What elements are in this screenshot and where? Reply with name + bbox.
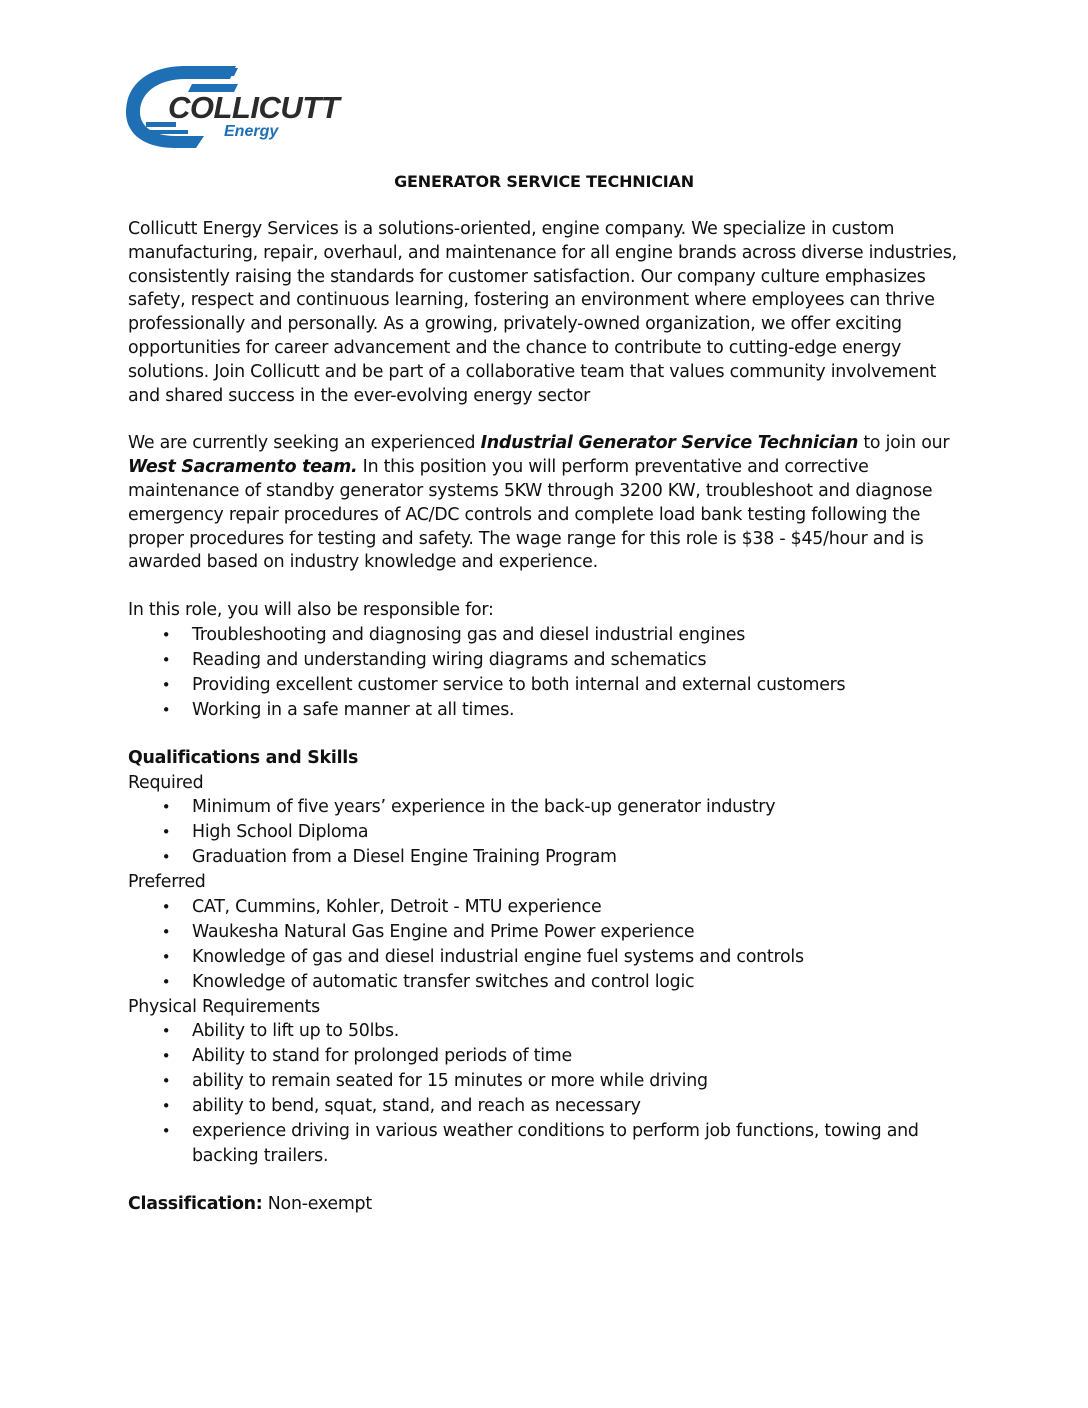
page-title: GENERATOR SERVICE TECHNICIAN [394,172,694,191]
bullet-icon: • [161,922,171,941]
bullet-icon: • [161,1097,171,1116]
classification-value: Non-exempt [262,1194,372,1215]
preferred-list [128,895,968,995]
preferred-label: Preferred [128,872,206,893]
intro-paragraph: Collicutt Energy Services is a solutions-oriented, engine company. We specialize in custom manufacturing, repair, overhaul, and maintenance for all engine brands across diverse industries, consistently raising the standards for customer satisfaction. Our company culture emphasizes safety, respect and continuous learning, fostering an environment where employees can thrive professionally and personally. As a growing, privately-owned organization, we offer exciting opportunities for career advancement and the chance to contribute to cutting-edge energy solutions. Join Collicutt and be part of a collaborative team that values community involvement and shared success in the ever-evolving energy sector [128,219,957,406]
logo-graphic [126,62,372,150]
list-item: • Working in a safe manner at all times. [128,698,968,723]
bullet-icon: • [161,675,171,694]
classification-label: Classification: [128,1194,263,1215]
list-item: • Reading and understanding wiring diagrams and schematics [128,648,968,673]
seeking-text-2: to join our [858,433,950,454]
bullet-icon: • [161,972,171,991]
physical-list [128,1019,968,1169]
bullet-icon: • [161,947,171,966]
seeking-text-3: In this position you will perform preventative and corrective maintenance of standby generator systems 5KW through 3200 KW, troubleshoot and diagnose emergency repair procedures of AC/DC controls and complete load bank testing following the proper procedures for testing and safety. The wage range for this role is $38 - $45/hour and is awarded based on industry knowledge and experience. [128,457,933,573]
responsibilities-lead: In this role, you will also be responsible for: [128,600,494,621]
logo-wordmark: COLLICUTT [168,90,340,125]
bullet-icon: • [161,625,171,644]
list-item: • Knowledge of gas and diesel industrial engine fuel systems and controls [128,945,968,970]
document-body [128,218,968,1217]
list-item: • ability to bend, squat, stand, and reach as necessary [128,1094,968,1119]
bullet-icon: • [161,1047,171,1066]
seeking-text-1: We are currently seeking an experienced [128,433,481,454]
bullet-icon: • [161,848,171,867]
bullet-icon: • [161,700,171,719]
classification-line [128,1193,968,1217]
list-item: • Minimum of five years’ experience in the back-up generator industry [128,795,968,820]
responsibilities-list [128,623,968,723]
list-item: • Providing excellent customer service to both internal and external customers [128,673,968,698]
list-item: • Waukesha Natural Gas Engine and Prime Power experience [128,920,968,945]
collicutt-energy-logo [126,62,372,150]
logo-subword: Energy [224,123,279,140]
list-item: • Ability to stand for prolonged periods of time [128,1044,968,1069]
list-item: • ability to remain seated for 15 minutes or more while driving [128,1069,968,1094]
list-item: • High School Diploma [128,820,968,845]
list-item: • Troubleshooting and diagnosing gas and diesel industrial engines [128,623,968,648]
bullet-icon: • [161,823,171,842]
bullet-icon: • [161,1022,171,1041]
list-item: • Ability to lift up to 50lbs. [128,1019,968,1044]
required-label: Required [128,772,204,793]
team-name: West Sacramento team. [128,457,358,478]
bullet-icon: • [161,1072,171,1091]
physical-label: Physical Requirements [128,996,320,1017]
qualifications-heading: Qualifications and Skills [128,747,359,768]
list-item: • Knowledge of automatic transfer switches and control logic [128,970,968,995]
list-item: • Graduation from a Diesel Engine Training Program [128,845,968,870]
seeking-paragraph [128,432,968,575]
bullet-icon: • [161,650,171,669]
required-list [128,795,968,870]
bullet-icon: • [161,1122,171,1141]
bullet-icon: • [161,798,171,817]
bullet-icon: • [161,897,171,916]
role-name: Industrial Generator Service Technician [480,433,859,454]
list-item: • experience driving in various weather conditions to perform job functions, towing and backing trailers. [161,1121,919,1167]
list-item: • CAT, Cummins, Kohler, Detroit - MTU experience [128,895,968,920]
